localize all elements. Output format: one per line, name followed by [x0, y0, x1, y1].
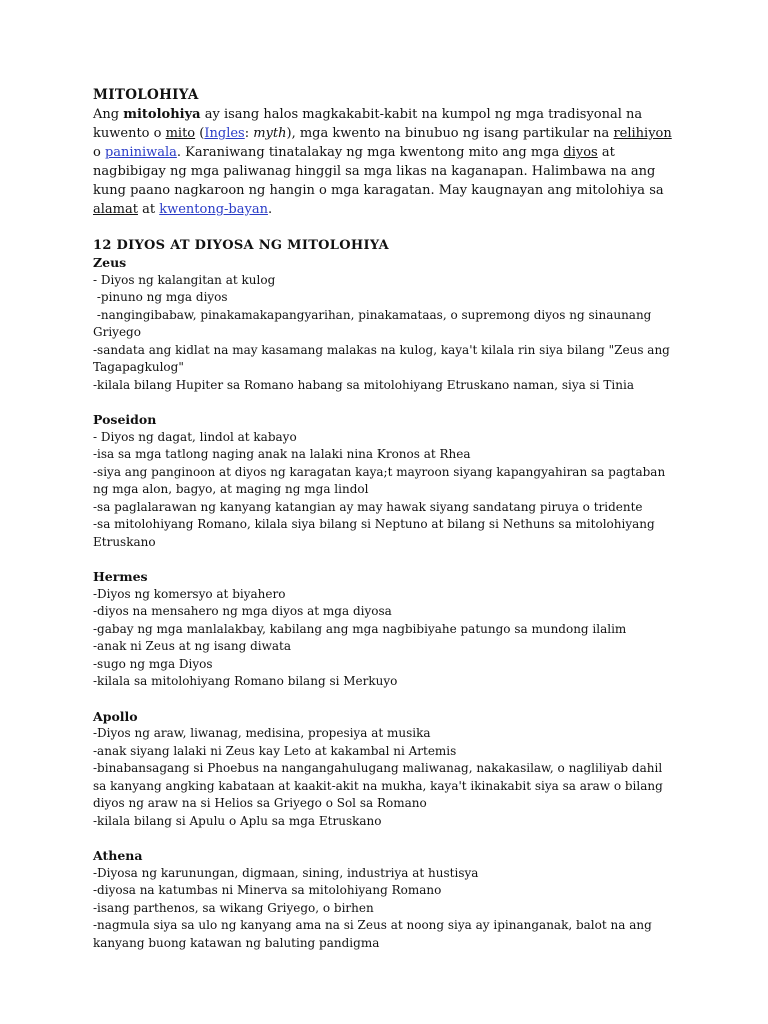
- god-attribute-line: -gabay ng mga manlalakbay, kabilang ang mga nagbibiyahe patungo sa mundong ilalim: [93, 621, 627, 636]
- god-name: Zeus: [93, 255, 127, 270]
- god-section-athena: [93, 847, 673, 952]
- link-mito[interactable]: mito: [165, 126, 196, 141]
- intro-paragraph: [93, 105, 673, 219]
- god-section-poseidon: [93, 411, 673, 551]
- intro-text: at: [137, 202, 160, 217]
- god-attribute-line: -anak ni Zeus at ng isang diwata: [93, 639, 292, 653]
- intro-text: ), mga kwento na binubuo ng isang partikular na: [286, 126, 614, 141]
- god-attribute-line: -sa paglalarawan ng kanyang katangian ay may hawak siyang sandatang piruya o tridente: [93, 499, 643, 514]
- god-attribute-line: -diyosa na katumbas ni Minerva sa mitolohiyang Romano: [93, 883, 442, 897]
- god-name: Poseidon: [93, 412, 157, 427]
- document-title: MITOLOHIYA: [93, 87, 199, 103]
- god-attribute-line: -sugo ng mga Diyos: [93, 656, 213, 671]
- god-name: Apollo: [93, 708, 138, 724]
- intro-text: :: [244, 126, 254, 141]
- god-attribute-line: -isa sa mga tatlong naging anak na lalaki nina Kronos at Rhea: [93, 447, 471, 461]
- god-attribute-line: -isang parthenos, sa wikang Griyego, o birhen: [93, 900, 374, 915]
- intro-text: o: [93, 145, 105, 160]
- god-section-hermes: [93, 568, 673, 691]
- god-attribute-line: -Diyos ng araw, liwanag, medisina, propesiya at musika: [93, 726, 431, 740]
- intro-text: at nagbibigay ng mga paliwanag hinggil sa mga likas na kaganapan. Halimbawa na ang kung paano nagkaroon ng hangin o mga karagatan. May kaugnayan ang mitolohiya sa: [93, 145, 664, 198]
- intro-text: .: [267, 202, 273, 217]
- god-attribute-line: -kilala bilang si Apulu o Aplu sa mga Etruskano: [93, 813, 382, 828]
- god-attribute-line: -Diyosa ng karunungan, digmaan, sining, industriya at hustisya: [93, 865, 479, 880]
- section-title: 12 DIYOS AT DIYOSA NG MITOLOHIYA: [93, 238, 389, 253]
- intro-text: . Karaniwang tinatalakay ng mga kwentong mito ang mga: [176, 145, 564, 160]
- link-relihiyon[interactable]: relihiyon: [613, 126, 672, 141]
- intro-italic-myth: myth: [253, 126, 287, 141]
- god-section-zeus: [93, 254, 673, 394]
- god-attribute-line: - Diyos ng dagat, lindol at kabayo: [93, 429, 297, 444]
- intro-text: ay isang halos magkakabit-kabit na kumpol ng mga tradisyonal na kuwento o: [93, 107, 643, 141]
- intro-text: (: [195, 126, 205, 141]
- god-attribute-line: -siya ang panginoon at diyos ng karagatan kaya;t mayroon siyang kapangyahiran sa pagtaban ng mga alon, bagyo, at maging ng mga lindol: [93, 464, 670, 496]
- link-kwentong-bayan[interactable]: kwentong-bayan: [159, 202, 268, 217]
- gods-list: [93, 254, 673, 952]
- god-attribute-line: -nagmula siya sa ulo ng kanyang ama na si Zeus at noong siya ay ipinanganak, balot na ang kanyang buong katawan ng baluting pandigma: [93, 918, 656, 950]
- god-attribute-line: - Diyos ng kalangitan at kulog: [93, 272, 276, 287]
- god-attribute-line: -sandata ang kidlat na may kasamang malakas na kulog, kaya't kilala rin siya bilang "Zeus ang Tagapagkulog": [93, 342, 674, 374]
- link-ingles[interactable]: Ingles: [204, 126, 245, 141]
- god-attribute-line: -kilala bilang Hupiter sa Romano habang sa mitolohiyang Etruskano naman, siya si Tinia: [93, 377, 634, 392]
- link-paniniwala[interactable]: paniniwala: [104, 145, 177, 160]
- god-attribute-line: -diyos na mensahero ng mga diyos at mga diyosa: [93, 604, 392, 618]
- god-attribute-line: -anak siyang lalaki ni Zeus kay Leto at kakambal ni Artemis: [93, 743, 457, 758]
- document-page: [93, 86, 673, 952]
- intro-text: Ang: [93, 107, 124, 122]
- god-attribute-line: -nangingibabaw, pinakamakapangyarihan, pinakamataas, o supremong diyos ng sinaunang Griyego: [93, 307, 656, 339]
- god-name: Hermes: [93, 569, 148, 584]
- god-name: Athena: [93, 848, 143, 863]
- link-alamat[interactable]: alamat: [93, 202, 138, 217]
- god-attribute-line: -kilala sa mitolohiyang Romano bilang si Merkuyo: [93, 674, 398, 688]
- god-attribute-line: -binabansagang si Phoebus na nangangahulugang maliwanag, nakakasilaw, o nagliliyab dahil sa kanyang angking kabataan at kaakit-akit na mukha, kaya't ikinakabit siya sa araw o bilang diyos ng araw na si Helios sa Griyego o Sol sa Romano: [93, 761, 667, 810]
- link-diyos[interactable]: diyos: [563, 145, 598, 160]
- god-attribute-line: -Diyos ng komersyo at biyahero: [93, 586, 286, 601]
- god-attribute-line: -pinuno ng mga diyos: [93, 290, 228, 304]
- god-section-apollo: [93, 708, 673, 831]
- god-attribute-line: -sa mitolohiyang Romano, kilala siya bilang si Neptuno at bilang si Nethuns sa mitolohiyang Etruskano: [93, 517, 659, 549]
- intro-bold-term: mitolohiya: [123, 107, 201, 122]
